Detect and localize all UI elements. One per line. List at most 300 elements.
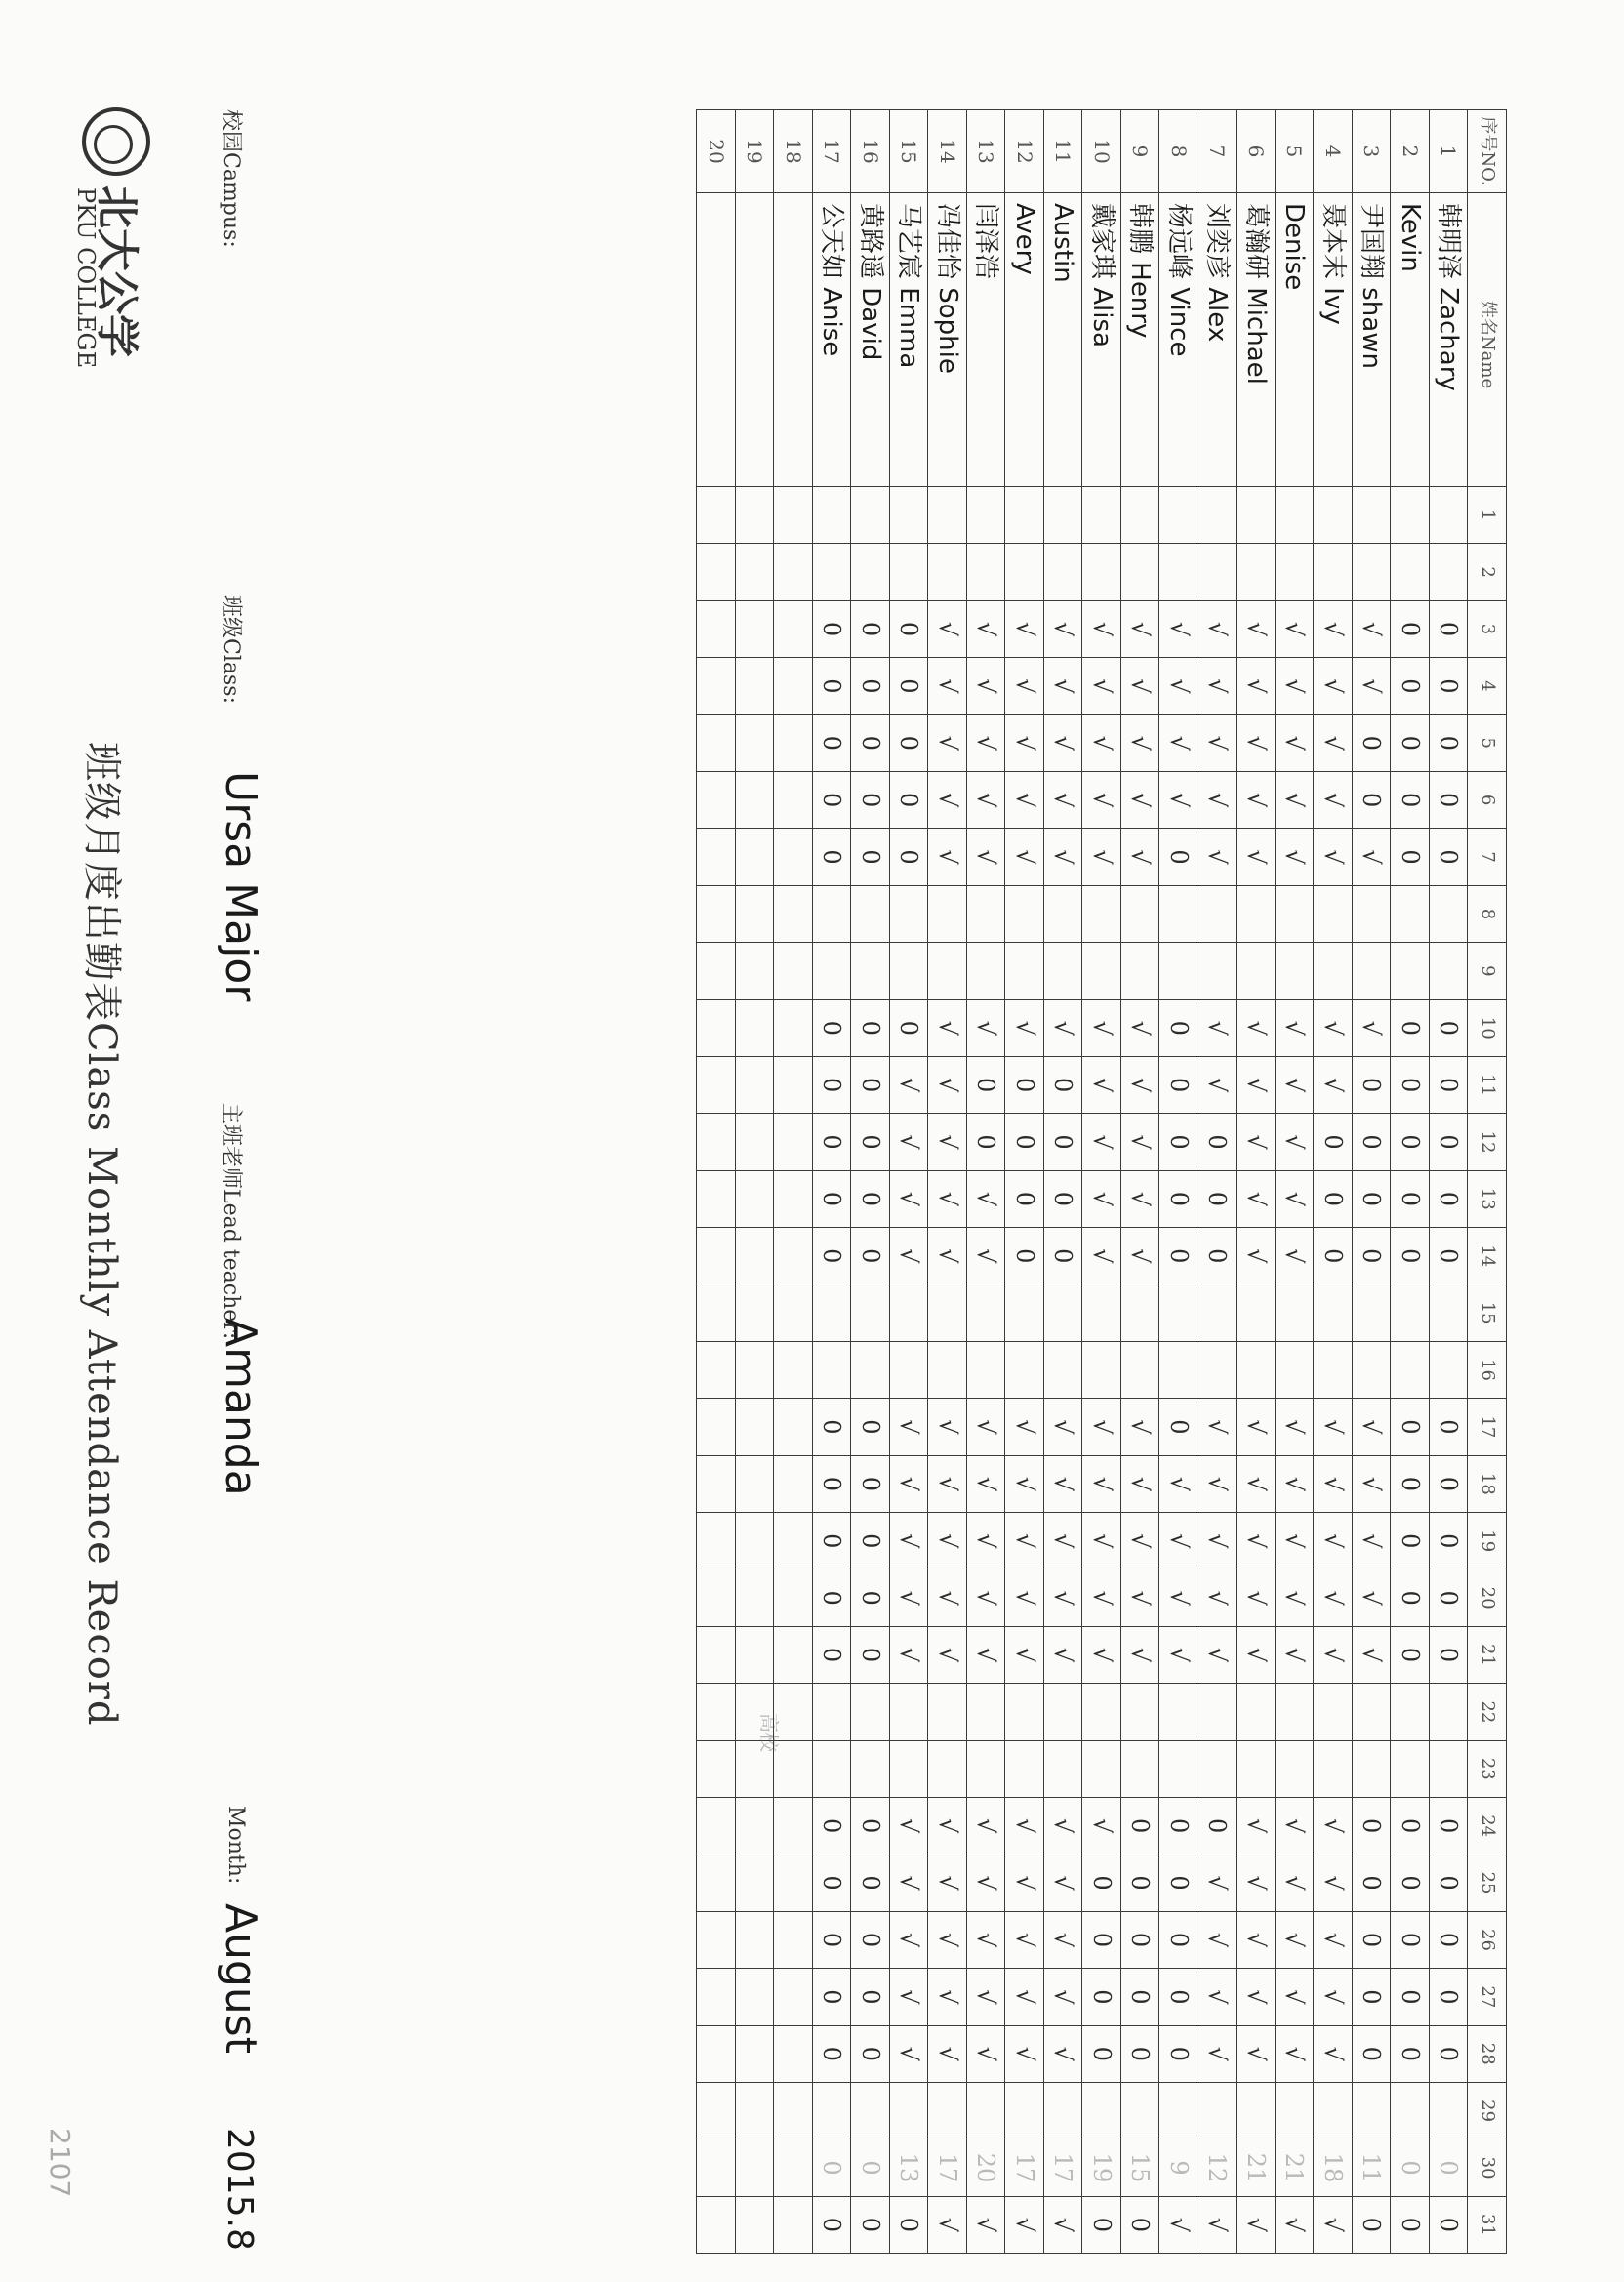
attendance-mark — [1314, 943, 1353, 999]
attendance-mark: √ — [1237, 1170, 1276, 1227]
attendance-mark — [774, 999, 813, 1056]
page-title: 班级月度出勤表Class Monthly Attendance Record — [79, 742, 124, 1727]
attendance-mark: 0 — [813, 1114, 852, 1170]
attendance-mark: 11 — [1353, 2139, 1392, 2196]
attendance-mark: √ — [1198, 1056, 1238, 1113]
student-name — [697, 193, 736, 487]
attendance-mark — [1276, 2082, 1315, 2139]
attendance-mark: √ — [928, 1170, 967, 1227]
attendance-mark: √ — [928, 1797, 967, 1854]
attendance-mark: 0 — [1391, 1626, 1430, 1683]
attendance-mark: √ — [1353, 999, 1392, 1056]
attendance-mark: √ — [1082, 1513, 1121, 1569]
attendance-mark — [697, 1969, 736, 2025]
attendance-mark: 0 — [851, 1399, 890, 1455]
attendance-mark — [928, 1341, 967, 1398]
attendance-mark — [697, 1228, 736, 1284]
attendance-mark: √ — [1198, 714, 1238, 771]
attendance-mark: √ — [1082, 1170, 1121, 1227]
attendance-mark: 0 — [1430, 1911, 1469, 1968]
attendance-mark — [736, 1399, 775, 1455]
attendance-mark: 0 — [1430, 1114, 1469, 1170]
attendance-mark: √ — [1121, 1455, 1160, 1512]
attendance-mark: 0 — [851, 1114, 890, 1170]
attendance-mark — [851, 943, 890, 999]
table-row — [697, 110, 736, 2254]
attendance-mark: √ — [1198, 2025, 1238, 2082]
attendance-mark: √ — [928, 1969, 967, 2025]
student-name: Avery — [1005, 193, 1044, 487]
student-name: 聂本末 Ivy — [1314, 193, 1353, 487]
attendance-mark — [736, 1284, 775, 1341]
student-name: 冯佳怡 Sophie — [928, 193, 967, 487]
attendance-mark: √ — [1237, 999, 1276, 1056]
attendance-mark: √ — [1276, 1170, 1315, 1227]
attendance-mark: 0 — [1391, 658, 1430, 714]
attendance-mark — [1121, 544, 1160, 600]
attendance-mark: √ — [928, 1114, 967, 1170]
attendance-mark: 0 — [1082, 2196, 1121, 2253]
attendance-mark: √ — [1237, 1399, 1276, 1455]
attendance-mark — [967, 1740, 1006, 1797]
attendance-mark — [736, 999, 775, 1056]
day-header-24: 24 — [1468, 1797, 1507, 1854]
attendance-mark: 0 — [1044, 1056, 1083, 1113]
attendance-mark: 0 — [1430, 1854, 1469, 1911]
attendance-mark: √ — [928, 658, 967, 714]
attendance-mark: √ — [1353, 1569, 1392, 1626]
attendance-mark: √ — [1198, 1513, 1238, 1569]
attendance-mark — [774, 1513, 813, 1569]
attendance-mark — [928, 1684, 967, 1740]
table-row — [851, 110, 890, 2254]
attendance-mark — [1430, 1684, 1469, 1740]
attendance-mark: √ — [1159, 771, 1198, 828]
attendance-mark — [697, 2139, 736, 2196]
school-name: 北大公学 — [92, 185, 142, 357]
row-number: 12 — [1005, 110, 1044, 193]
attendance-mark — [1391, 1740, 1430, 1797]
attendance-mark: √ — [1276, 1513, 1315, 1569]
attendance-mark: 0 — [967, 1056, 1006, 1113]
attendance-mark: √ — [1082, 1626, 1121, 1683]
attendance-mark: 0 — [851, 1854, 890, 1911]
attendance-mark: 0 — [1391, 2139, 1430, 2196]
attendance-mark — [1005, 544, 1044, 600]
attendance-mark: √ — [1314, 1911, 1353, 1968]
attendance-mark — [1005, 1740, 1044, 1797]
day-header-16: 16 — [1468, 1341, 1507, 1398]
attendance-mark: √ — [1159, 658, 1198, 714]
attendance-mark — [1430, 544, 1469, 600]
attendance-mark: 13 — [890, 2139, 929, 2196]
day-header-9: 9 — [1468, 943, 1507, 999]
attendance-mark: √ — [967, 1399, 1006, 1455]
attendance-mark: 0 — [1430, 1513, 1469, 1569]
attendance-mark: √ — [890, 1455, 929, 1512]
attendance-mark: √ — [1082, 600, 1121, 657]
attendance-mark: √ — [1237, 714, 1276, 771]
table-row — [1121, 110, 1160, 2254]
attendance-mark: √ — [1082, 1114, 1121, 1170]
attendance-mark: 0 — [851, 1969, 890, 2025]
attendance-mark: 0 — [1430, 1969, 1469, 2025]
attendance-mark: √ — [890, 1513, 929, 1569]
attendance-mark — [697, 658, 736, 714]
attendance-mark — [697, 1170, 736, 1227]
attendance-mark: √ — [967, 1969, 1006, 2025]
attendance-mark — [1082, 1341, 1121, 1398]
attendance-mark: √ — [1044, 999, 1083, 1056]
day-header-4: 4 — [1468, 658, 1507, 714]
attendance-mark — [736, 1969, 775, 2025]
attendance-mark: 0 — [1159, 1797, 1198, 1854]
attendance-mark — [774, 1114, 813, 1170]
attendance-mark: 0 — [1159, 999, 1198, 1056]
attendance-mark: √ — [967, 2196, 1006, 2253]
attendance-mark: √ — [967, 1854, 1006, 1911]
attendance-mark: √ — [1314, 658, 1353, 714]
attendance-mark: 0 — [1198, 1114, 1238, 1170]
attendance-mark: 0 — [890, 714, 929, 771]
attendance-mark: √ — [890, 1399, 929, 1455]
attendance-mark — [736, 658, 775, 714]
campus-label: 校园Campus: — [219, 109, 243, 248]
attendance-mark — [736, 1797, 775, 1854]
attendance-mark: √ — [1044, 1569, 1083, 1626]
attendance-mark — [1276, 1684, 1315, 1740]
attendance-mark — [813, 1684, 852, 1740]
attendance-mark: 0 — [1005, 1056, 1044, 1113]
attendance-mark — [890, 544, 929, 600]
attendance-mark: 0 — [813, 1228, 852, 1284]
attendance-mark: 0 — [1430, 2025, 1469, 2082]
attendance-mark: 0 — [1391, 2196, 1430, 2253]
attendance-mark — [1198, 1284, 1238, 1341]
attendance-mark — [1430, 943, 1469, 999]
attendance-mark: √ — [1237, 1513, 1276, 1569]
attendance-mark: 17 — [928, 2139, 967, 2196]
attendance-mark — [928, 1740, 967, 1797]
day-header-27: 27 — [1468, 1969, 1507, 2025]
attendance-mark — [774, 771, 813, 828]
attendance-mark: 0 — [1353, 1854, 1392, 1911]
student-name: Kevin — [1391, 193, 1430, 487]
attendance-mark — [1353, 943, 1392, 999]
attendance-mark: √ — [890, 1228, 929, 1284]
attendance-mark — [697, 544, 736, 600]
attendance-mark — [928, 2082, 967, 2139]
attendance-mark: 0 — [813, 600, 852, 657]
attendance-mark: 0 — [1391, 1399, 1430, 1455]
attendance-mark: 0 — [813, 829, 852, 885]
attendance-mark: 0 — [813, 1056, 852, 1113]
attendance-mark — [736, 1056, 775, 1113]
attendance-mark — [1314, 487, 1353, 544]
attendance-mark: 0 — [813, 1455, 852, 1512]
row-number: 16 — [851, 110, 890, 193]
attendance-mark: √ — [1276, 1911, 1315, 1968]
attendance-mark — [967, 2082, 1006, 2139]
attendance-mark: 0 — [1082, 1969, 1121, 2025]
day-header-17: 17 — [1468, 1399, 1507, 1455]
attendance-mark — [697, 1399, 736, 1455]
attendance-mark — [697, 1341, 736, 1398]
day-header-8: 8 — [1468, 885, 1507, 942]
attendance-mark — [1391, 943, 1430, 999]
attendance-mark: √ — [967, 1569, 1006, 1626]
attendance-mark: 0 — [1314, 1228, 1353, 1284]
attendance-mark — [1198, 544, 1238, 600]
attendance-mark: 0 — [1044, 1170, 1083, 1227]
attendance-mark: 0 — [1391, 1911, 1430, 1968]
attendance-mark — [813, 544, 852, 600]
attendance-mark: 0 — [813, 1797, 852, 1854]
attendance-mark: √ — [1198, 1455, 1238, 1512]
attendance-mark: 0 — [1005, 1114, 1044, 1170]
table-row — [1276, 110, 1315, 2254]
attendance-mark: √ — [967, 1228, 1006, 1284]
attendance-rows — [697, 110, 1468, 2254]
attendance-mark: √ — [890, 1626, 929, 1683]
attendance-mark: √ — [1237, 1056, 1276, 1113]
attendance-mark — [774, 1056, 813, 1113]
attendance-mark: 0 — [851, 1911, 890, 1968]
attendance-mark: 21 — [1276, 2139, 1315, 2196]
attendance-mark: √ — [1159, 600, 1198, 657]
attendance-mark — [1276, 1284, 1315, 1341]
attendance-mark: √ — [1082, 658, 1121, 714]
table-row — [1353, 110, 1392, 2254]
attendance-mark — [1314, 1284, 1353, 1341]
attendance-mark: 0 — [890, 658, 929, 714]
attendance-mark — [774, 1455, 813, 1512]
attendance-mark: 0 — [1198, 1170, 1238, 1227]
attendance-mark: √ — [1314, 1854, 1353, 1911]
attendance-mark — [1159, 544, 1198, 600]
attendance-mark — [697, 1911, 736, 1968]
attendance-mark: 0 — [1353, 1114, 1392, 1170]
day-header-29: 29 — [1468, 2082, 1507, 2139]
attendance-mark: 0 — [1121, 2025, 1160, 2082]
attendance-mark — [851, 1740, 890, 1797]
attendance-mark — [1044, 1341, 1083, 1398]
attendance-mark: √ — [928, 714, 967, 771]
student-name: 马艺宸 Emma — [890, 193, 929, 487]
attendance-mark — [774, 1228, 813, 1284]
attendance-mark: 0 — [813, 2139, 852, 2196]
attendance-mark: √ — [1353, 600, 1392, 657]
attendance-mark: √ — [1276, 999, 1315, 1056]
attendance-mark: √ — [890, 1114, 929, 1170]
attendance-mark: √ — [890, 1854, 929, 1911]
attendance-mark — [774, 544, 813, 600]
attendance-mark: 0 — [1430, 771, 1469, 828]
attendance-mark — [1353, 885, 1392, 942]
attendance-mark — [1314, 885, 1353, 942]
attendance-mark — [774, 1399, 813, 1455]
attendance-mark — [697, 1455, 736, 1512]
attendance-mark — [1276, 487, 1315, 544]
attendance-mark: √ — [1237, 658, 1276, 714]
attendance-mark: √ — [1159, 1513, 1198, 1569]
attendance-mark: 0 — [1391, 771, 1430, 828]
month-label: Month: — [223, 1806, 248, 1885]
attendance-mark — [774, 2139, 813, 2196]
attendance-mark — [890, 1284, 929, 1341]
attendance-mark: 0 — [1430, 1399, 1469, 1455]
row-number: 18 — [774, 110, 813, 193]
attendance-mark: 0 — [813, 1626, 852, 1683]
attendance-mark — [813, 885, 852, 942]
attendance-mark — [1237, 1284, 1276, 1341]
attendance-mark: √ — [1314, 771, 1353, 828]
attendance-mark: 0 — [1391, 1170, 1430, 1227]
attendance-mark: √ — [1198, 771, 1238, 828]
attendance-mark: √ — [967, 600, 1006, 657]
attendance-mark: √ — [1005, 1797, 1044, 1854]
attendance-mark: 0 — [1430, 999, 1469, 1056]
attendance-mark: 0 — [1391, 1797, 1430, 1854]
attendance-mark — [813, 1341, 852, 1398]
attendance-mark — [736, 1684, 775, 1740]
attendance-mark: 0 — [1430, 1455, 1469, 1512]
attendance-mark: √ — [1276, 1114, 1315, 1170]
attendance-mark: √ — [1082, 1569, 1121, 1626]
attendance-mark — [967, 1341, 1006, 1398]
attendance-mark: √ — [1121, 1399, 1160, 1455]
day-header-22: 22 — [1468, 1684, 1507, 1740]
attendance-mark: 0 — [1314, 1170, 1353, 1227]
attendance-mark: √ — [890, 1797, 929, 1854]
day-header-1: 1 — [1468, 487, 1507, 544]
attendance-mark: √ — [1121, 600, 1160, 657]
attendance-mark — [774, 1284, 813, 1341]
attendance-mark — [697, 1284, 736, 1341]
attendance-mark: √ — [1005, 1969, 1044, 2025]
attendance-mark: 0 — [813, 1854, 852, 1911]
attendance-mark — [1237, 943, 1276, 999]
col-no-header: 序号NO. — [1468, 110, 1507, 193]
attendance-mark: 0 — [851, 2139, 890, 2196]
student-name: 刘奕彦 Alex — [1198, 193, 1238, 487]
attendance-mark — [736, 829, 775, 885]
day-header-31: 31 — [1468, 2196, 1507, 2253]
row-number: 7 — [1198, 110, 1238, 193]
attendance-mark: √ — [1314, 1399, 1353, 1455]
attendance-mark — [851, 885, 890, 942]
class-label: 班级Class: — [219, 595, 243, 704]
table-row — [1314, 110, 1353, 2254]
attendance-mark — [1198, 1684, 1238, 1740]
attendance-mark: 0 — [813, 1969, 852, 2025]
attendance-mark: √ — [1314, 1626, 1353, 1683]
attendance-mark — [851, 487, 890, 544]
attendance-mark: √ — [928, 600, 967, 657]
attendance-mark: √ — [1044, 2025, 1083, 2082]
attendance-mark: √ — [1121, 1626, 1160, 1683]
attendance-mark — [697, 714, 736, 771]
attendance-mark: 0 — [1391, 1854, 1430, 1911]
student-name: 闫泽浩 — [967, 193, 1006, 487]
attendance-mark — [774, 1341, 813, 1398]
table-row — [1159, 110, 1198, 2254]
attendance-mark: √ — [1314, 999, 1353, 1056]
attendance-mark: √ — [1044, 658, 1083, 714]
attendance-mark — [1005, 885, 1044, 942]
attendance-mark: √ — [1237, 2025, 1276, 2082]
attendance-mark — [1353, 1284, 1392, 1341]
attendance-mark — [1082, 885, 1121, 942]
col-name-header: 姓名Name — [1468, 193, 1507, 487]
attendance-mark — [697, 829, 736, 885]
day-header-28: 28 — [1468, 2025, 1507, 2082]
attendance-mark — [851, 1341, 890, 1398]
attendance-mark — [1314, 1684, 1353, 1740]
attendance-mark: √ — [1121, 658, 1160, 714]
attendance-mark: √ — [1005, 1626, 1044, 1683]
attendance-mark: √ — [1082, 714, 1121, 771]
attendance-mark: 0 — [813, 2025, 852, 2082]
attendance-mark: √ — [1159, 1455, 1198, 1512]
table-row — [813, 110, 852, 2254]
attendance-mark — [1159, 487, 1198, 544]
attendance-mark: √ — [1044, 1969, 1083, 2025]
attendance-mark: 0 — [851, 829, 890, 885]
attendance-mark: 0 — [813, 1911, 852, 1968]
attendance-mark: √ — [1237, 1969, 1276, 2025]
attendance-mark — [736, 1911, 775, 1968]
row-number: 6 — [1237, 110, 1276, 193]
attendance-mark: √ — [1044, 2196, 1083, 2253]
attendance-mark: √ — [928, 2025, 967, 2082]
attendance-mark: √ — [1276, 1969, 1315, 2025]
attendance-mark: 0 — [1159, 1170, 1198, 1227]
attendance-mark: √ — [890, 1056, 929, 1113]
attendance-mark — [736, 2025, 775, 2082]
attendance-mark: √ — [928, 771, 967, 828]
attendance-mark: √ — [1044, 1455, 1083, 1512]
attendance-mark: √ — [928, 2196, 967, 2253]
attendance-mark: √ — [1005, 658, 1044, 714]
attendance-mark — [774, 1797, 813, 1854]
attendance-mark: √ — [1082, 1455, 1121, 1512]
attendance-mark: 0 — [1353, 1797, 1392, 1854]
student-name — [736, 193, 775, 487]
attendance-mark: 20 — [967, 2139, 1006, 2196]
attendance-mark: √ — [1044, 829, 1083, 885]
attendance-mark: 0 — [1430, 1056, 1469, 1113]
attendance-mark: 0 — [851, 771, 890, 828]
attendance-mark: 0 — [851, 1626, 890, 1683]
attendance-mark — [1082, 2082, 1121, 2139]
attendance-mark: √ — [1082, 771, 1121, 828]
attendance-mark — [1198, 885, 1238, 942]
margin-note: 2107 — [44, 2128, 76, 2198]
attendance-mark: √ — [928, 999, 967, 1056]
attendance-mark — [1276, 1341, 1315, 1398]
attendance-mark: 0 — [1159, 2025, 1198, 2082]
attendance-mark: √ — [1121, 1170, 1160, 1227]
attendance-mark: √ — [890, 1569, 929, 1626]
day-header-14: 14 — [1468, 1228, 1507, 1284]
attendance-mark — [1430, 885, 1469, 942]
attendance-mark — [1159, 943, 1198, 999]
attendance-mark — [1159, 1740, 1198, 1797]
attendance-mark — [1005, 943, 1044, 999]
attendance-mark: 0 — [851, 1228, 890, 1284]
attendance-mark — [1198, 943, 1238, 999]
